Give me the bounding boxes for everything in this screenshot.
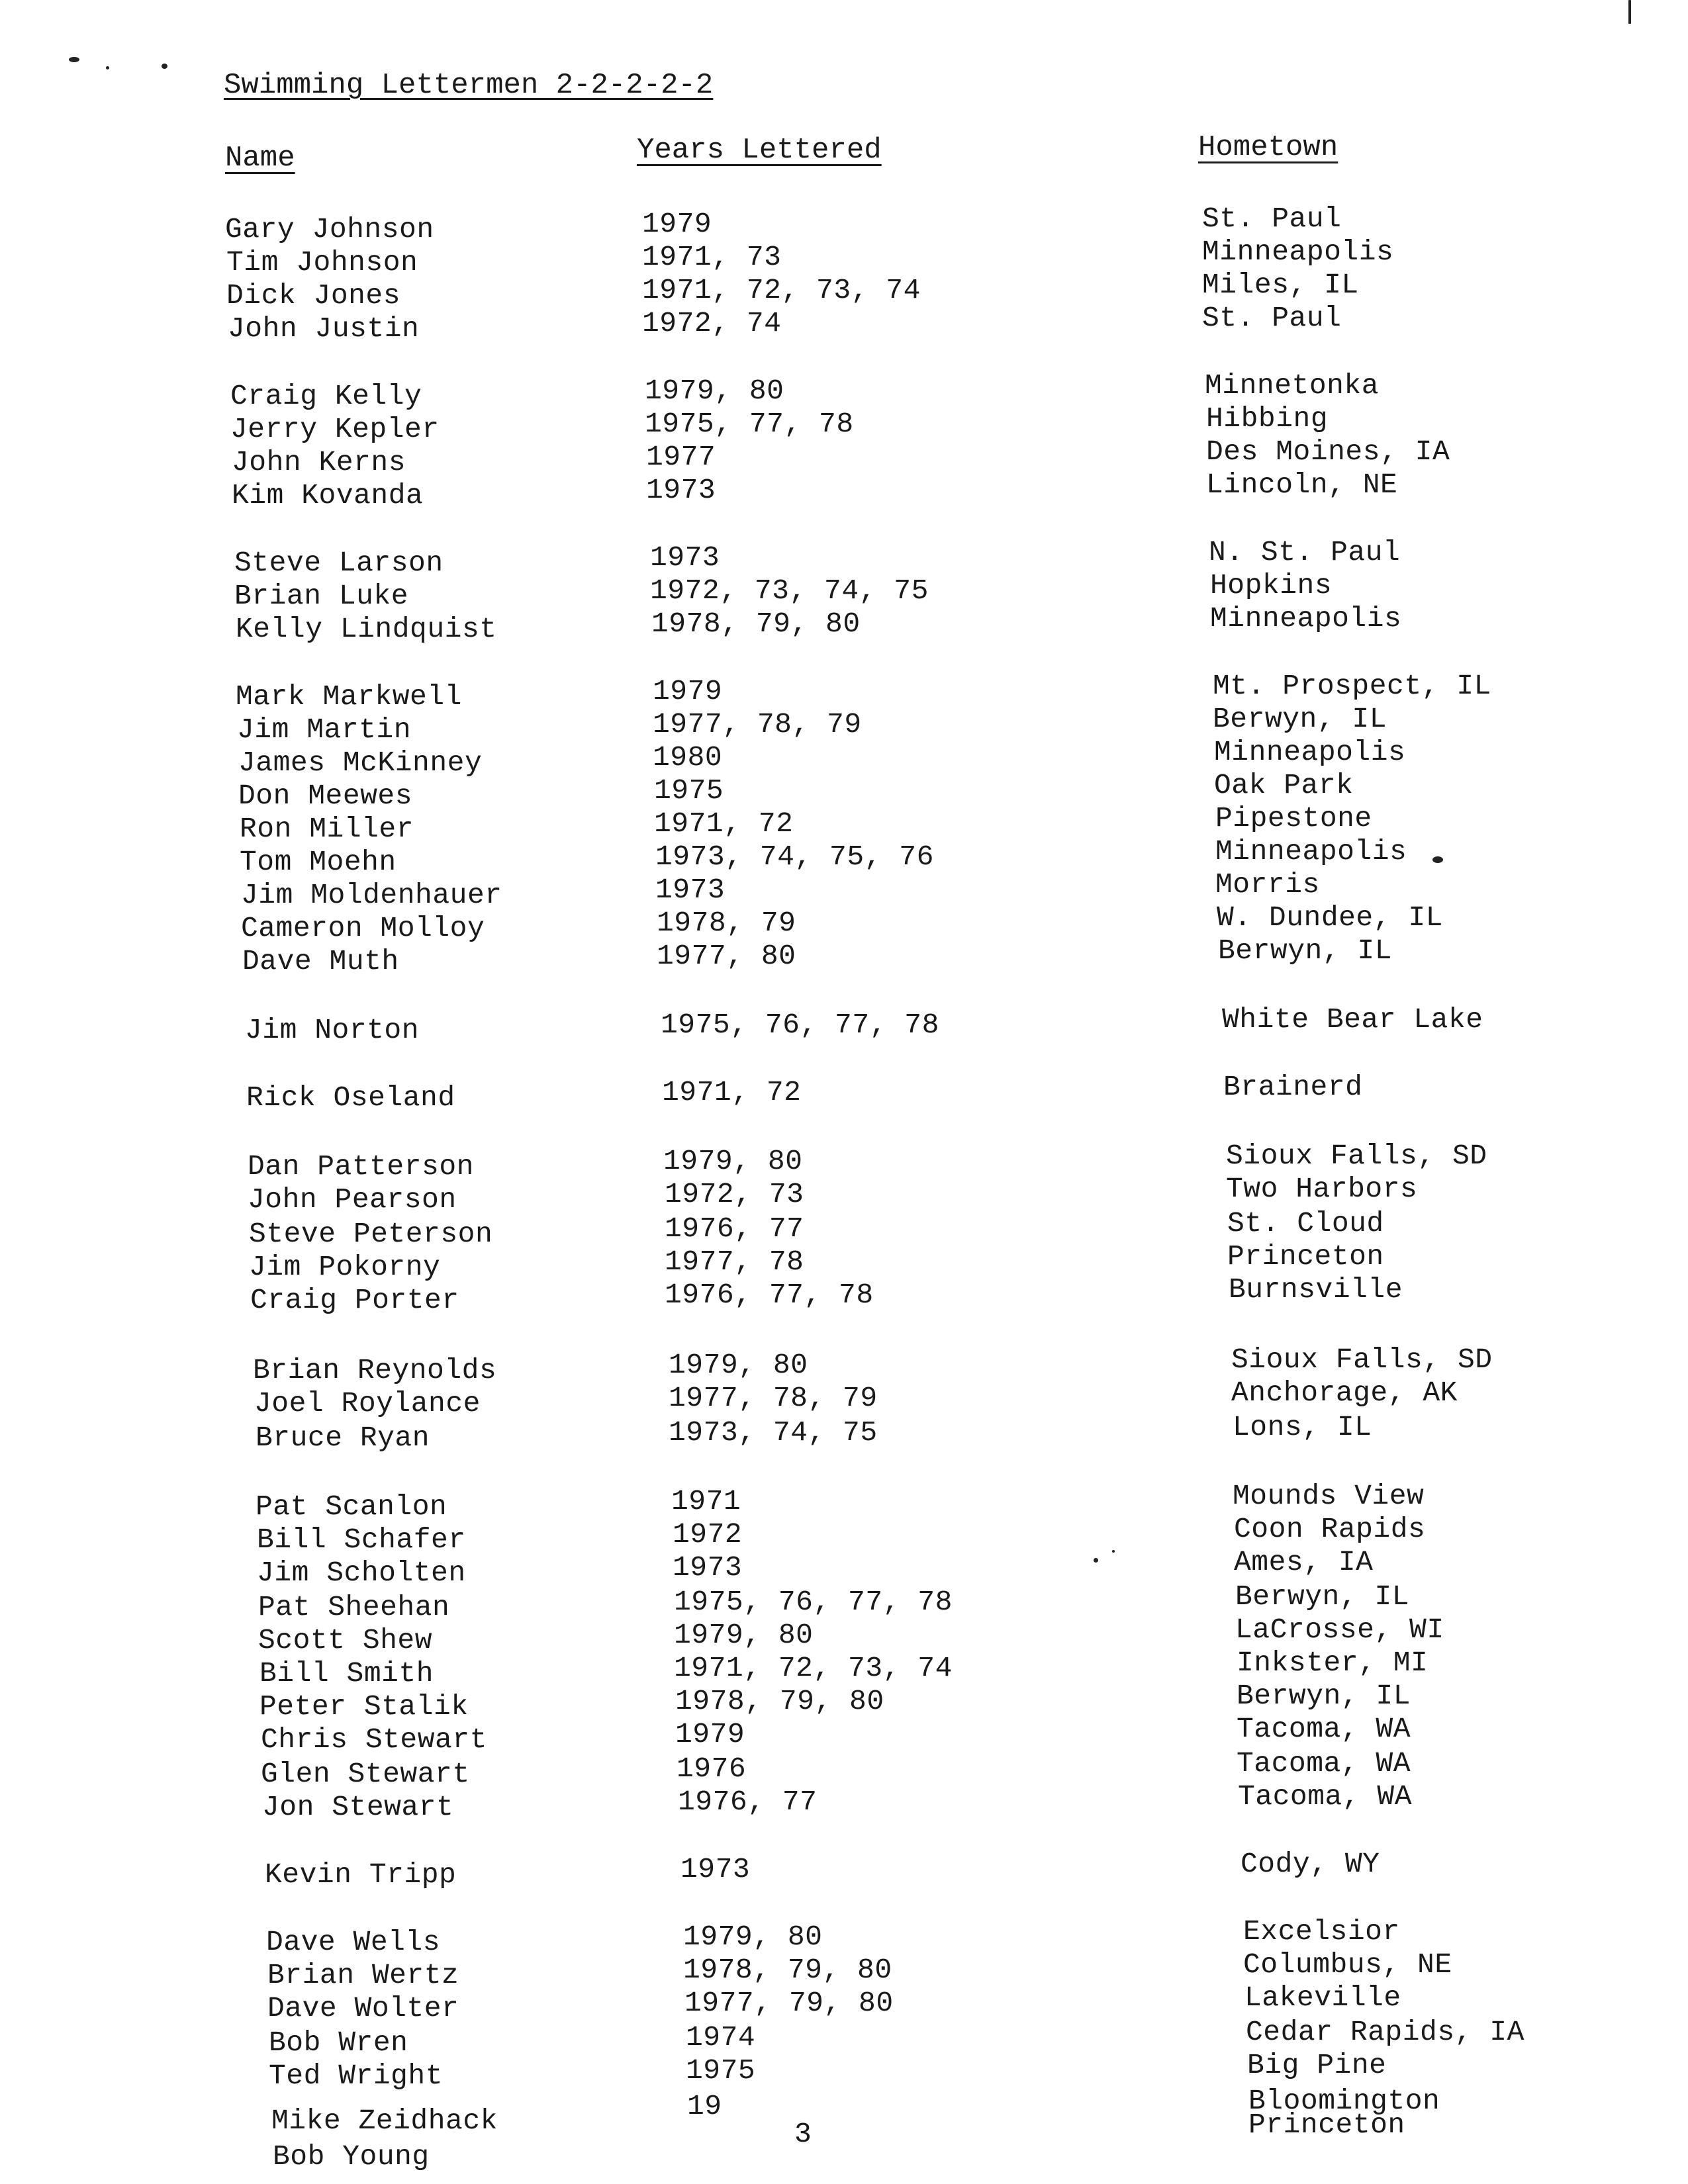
letterman-hometown: Lons, IL	[1233, 1411, 1372, 1443]
letterman-hometown: Brainerd	[1223, 1071, 1363, 1103]
letterman-hometown: Cody, WY	[1241, 1848, 1380, 1880]
letterman-name: Jim Norton	[245, 1014, 420, 1046]
scan-speck	[162, 64, 167, 69]
letterman-hometown: Cedar Rapids, IA	[1246, 2016, 1524, 2048]
letterman-name: Dan Patterson	[248, 1150, 474, 1183]
letterman-years: 1971	[671, 1485, 741, 1518]
column-header-years-lettered: Years Lettered	[637, 134, 882, 167]
letterman-hometown: Minneapolis	[1202, 236, 1394, 268]
letterman-years: 1973, 74, 75	[669, 1416, 878, 1449]
letterman-years: 1978, 79	[657, 907, 796, 939]
letterman-name: Jim Scholten	[257, 1557, 466, 1589]
letterman-name: Tim Johnson	[226, 246, 418, 279]
letterman-hometown: Ames, IA	[1234, 1546, 1374, 1578]
letterman-years: 1973	[646, 474, 716, 506]
letterman-name: John Justin	[228, 312, 420, 345]
letterman-hometown: Mounds View	[1233, 1480, 1425, 1512]
letterman-years: 1980	[653, 741, 723, 774]
letterman-name: Jim Pokorny	[249, 1251, 441, 1283]
column-header-hometown: Hometown	[1198, 131, 1338, 164]
scan-speck	[1628, 0, 1631, 24]
letterman-years: 1977, 78	[665, 1246, 804, 1278]
letterman-hometown: Coon Rapids	[1234, 1513, 1426, 1545]
letterman-hometown: Excelsior	[1243, 1915, 1400, 1948]
letterman-years: 1978, 79, 80	[675, 1685, 884, 1717]
letterman-years: 3	[794, 2118, 812, 2150]
letterman-name: Bob Young	[273, 2140, 430, 2173]
letterman-years: 19	[687, 2090, 722, 2122]
letterman-years: 1976, 77	[665, 1212, 804, 1245]
letterman-hometown: White Bear Lake	[1222, 1003, 1483, 1036]
letterman-years: 1973, 74, 75, 76	[655, 841, 934, 873]
letterman-name: Steve Peterson	[249, 1218, 493, 1250]
letterman-name: Cameron Molloy	[241, 912, 485, 944]
letterman-years: 1978, 79, 80	[651, 608, 861, 640]
letterman-years: 1977, 78, 79	[653, 708, 862, 741]
letterman-name: John Pearson	[248, 1183, 457, 1216]
letterman-years: 1979, 80	[645, 375, 784, 407]
letterman-years: 1978, 79, 80	[683, 1954, 892, 1986]
letterman-name: Bill Smith	[259, 1657, 434, 1690]
letterman-name: Tom Moehn	[240, 846, 397, 878]
letterman-name: Bill Schafer	[257, 1524, 466, 1556]
letterman-years: 1971, 72	[662, 1076, 802, 1109]
letterman-hometown: Morris	[1215, 868, 1320, 901]
letterman-years: 1975	[654, 774, 724, 807]
letterman-hometown: Berwyn, IL	[1235, 1580, 1410, 1613]
letterman-hometown: Berwyn, IL	[1237, 1680, 1411, 1712]
column-header-name: Name	[225, 142, 295, 175]
letterman-name: Ron Miller	[240, 813, 414, 845]
letterman-hometown: Oak Park	[1214, 769, 1354, 801]
letterman-name: Don Meewes	[238, 780, 413, 812]
letterman-years: 1972	[673, 1518, 743, 1551]
letterman-hometown: Des Moines, IA	[1206, 435, 1450, 468]
letterman-name: Bruce Ryan	[256, 1422, 430, 1454]
letterman-name: Steve Larson	[234, 547, 444, 579]
letterman-hometown: LaCrosse, WI	[1235, 1614, 1444, 1646]
letterman-hometown: Princeton	[1248, 2109, 1405, 2141]
letterman-hometown: Berwyn, IL	[1218, 934, 1393, 967]
letterman-name: Brian Luke	[234, 580, 409, 612]
letterman-hometown: Columbus, NE	[1243, 1948, 1452, 1981]
letterman-years: 1973	[680, 1853, 751, 1886]
letterman-years: 1972, 74	[642, 307, 782, 340]
letterman-name: John Kerns	[232, 446, 406, 478]
letterman-name: Dave Wolter	[267, 1992, 459, 2025]
letterman-years: 1976, 77	[678, 1786, 818, 1818]
letterman-years: 1971, 73	[642, 241, 782, 273]
letterman-hometown: Pipestone	[1215, 802, 1372, 835]
letterman-hometown: Tacoma, WA	[1237, 1713, 1411, 1745]
letterman-hometown: Sioux Falls, SD	[1231, 1343, 1493, 1376]
letterman-name: Scott Shew	[258, 1624, 433, 1657]
letterman-name: Dick Jones	[226, 279, 401, 312]
letterman-years: 1979	[653, 675, 723, 707]
letterman-name: James McKinney	[238, 747, 483, 779]
letterman-name: Jim Martin	[237, 713, 412, 746]
letterman-years: 1975	[686, 2054, 756, 2087]
letterman-name: Craig Kelly	[230, 380, 422, 412]
letterman-hometown: Two Harbors	[1226, 1173, 1418, 1205]
letterman-hometown: St. Paul	[1202, 302, 1342, 334]
letterman-years: 1977, 79, 80	[684, 1987, 894, 2019]
letterman-years: 1971, 72, 73, 74	[674, 1652, 953, 1684]
letterman-years: 1979, 80	[663, 1145, 803, 1177]
letterman-years: 1973	[673, 1551, 743, 1584]
letterman-hometown: Big Pine	[1247, 2049, 1387, 2081]
letterman-years: 1977, 80	[657, 940, 796, 972]
letterman-hometown: W. Dundee, IL	[1217, 901, 1443, 934]
letterman-hometown: St. Paul	[1202, 203, 1342, 235]
letterman-hometown: Lincoln, NE	[1206, 469, 1398, 501]
letterman-years: 1975, 76, 77, 78	[661, 1009, 939, 1041]
letterman-hometown: Tacoma, WA	[1237, 1747, 1411, 1780]
letterman-name: Kelly Lindquist	[236, 613, 497, 645]
letterman-name: Brian Wertz	[267, 1959, 459, 1991]
letterman-hometown: Burnsville	[1229, 1273, 1403, 1306]
document-title: Swimming Lettermen 2-2-2-2-2	[224, 69, 714, 102]
letterman-years: 1979, 80	[669, 1349, 808, 1381]
letterman-hometown: Minneapolis	[1214, 736, 1406, 768]
letterman-hometown: Hibbing	[1206, 402, 1329, 435]
letterman-years: 1971, 72	[654, 807, 794, 840]
letterman-hometown: Minnetonka	[1205, 369, 1380, 402]
letterman-name: Kevin Tripp	[265, 1858, 457, 1891]
letterman-years: 1972, 73, 74, 75	[650, 574, 929, 607]
letterman-hometown: Sioux Falls, SD	[1226, 1140, 1487, 1172]
letterman-years: 1979, 80	[683, 1921, 823, 1953]
letterman-hometown: Princeton	[1227, 1240, 1384, 1273]
letterman-hometown: Miles, IL	[1202, 269, 1359, 301]
letterman-name: Craig Porter	[250, 1284, 459, 1316]
letterman-years: 1974	[686, 2021, 756, 2054]
letterman-years: 1971, 72, 73, 74	[642, 274, 921, 306]
letterman-hometown: Lakeville	[1244, 1981, 1401, 2014]
letterman-years: 1976	[677, 1752, 747, 1785]
letterman-name: Rick Oseland	[246, 1081, 455, 1114]
letterman-years: 1975, 76, 77, 78	[674, 1586, 953, 1618]
letterman-hometown: Minneapolis	[1210, 602, 1402, 635]
letterman-name: Mark Markwell	[236, 680, 462, 713]
letterman-hometown: Hopkins	[1210, 569, 1333, 602]
letterman-years: 1977, 78, 79	[669, 1382, 878, 1414]
letterman-name: Kim Kovanda	[232, 479, 424, 512]
letterman-name: Chris Stewart	[261, 1723, 487, 1756]
letterman-years: 1979	[675, 1718, 745, 1751]
scan-speck	[1094, 1558, 1098, 1563]
letterman-hometown: Inkster, MI	[1237, 1647, 1429, 1679]
letterman-name: Dave Wells	[266, 1926, 441, 1958]
letterman-name: Peter Stalik	[259, 1690, 469, 1723]
letterman-years: 1976, 77, 78	[665, 1279, 874, 1311]
letterman-years: 1979	[642, 208, 712, 240]
letterman-hometown: Minneapolis	[1215, 835, 1407, 868]
letterman-name: Mike Zeidhack	[271, 2105, 498, 2137]
letterman-years: 1973	[655, 874, 726, 906]
letterman-hometown: Berwyn, IL	[1213, 703, 1387, 735]
letterman-years: 1972, 73	[665, 1178, 804, 1210]
letterman-hometown: St. Cloud	[1227, 1207, 1384, 1240]
letterman-years: 1975, 77, 78	[645, 408, 854, 440]
letterman-name: Joel Roylance	[254, 1387, 481, 1420]
letterman-years: 1973	[650, 541, 720, 574]
letterman-name: Jim Moldenhauer	[241, 879, 502, 911]
letterman-hometown: Tacoma, WA	[1238, 1780, 1413, 1813]
letterman-name: Ted Wright	[269, 2060, 444, 2092]
letterman-name: Gary Johnson	[225, 213, 434, 246]
scan-speck	[1112, 1550, 1115, 1553]
letterman-name: Pat Scanlon	[256, 1490, 447, 1523]
letterman-name: Glen Stewart	[261, 1758, 470, 1790]
letterman-hometown: N. St. Paul	[1209, 536, 1401, 569]
letterman-years: 1979, 80	[674, 1619, 814, 1651]
scan-speck	[106, 66, 109, 69]
scan-speck	[69, 57, 79, 62]
letterman-name: Bob Wren	[269, 2026, 408, 2059]
letterman-name: Dave Muth	[242, 945, 399, 978]
letterman-name: Jon Stewart	[262, 1791, 454, 1823]
scan-speck	[1432, 856, 1443, 863]
letterman-name: Pat Sheehan	[258, 1591, 450, 1623]
letterman-years: 1977	[646, 441, 716, 473]
letterman-hometown: Anchorage, AK	[1231, 1377, 1458, 1409]
letterman-hometown: Bloomington	[1248, 2085, 1440, 2117]
letterman-name: Brian Reynolds	[253, 1354, 497, 1387]
letterman-name: Jerry Kepler	[230, 413, 440, 445]
letterman-hometown: Mt. Prospect, IL	[1213, 670, 1491, 702]
